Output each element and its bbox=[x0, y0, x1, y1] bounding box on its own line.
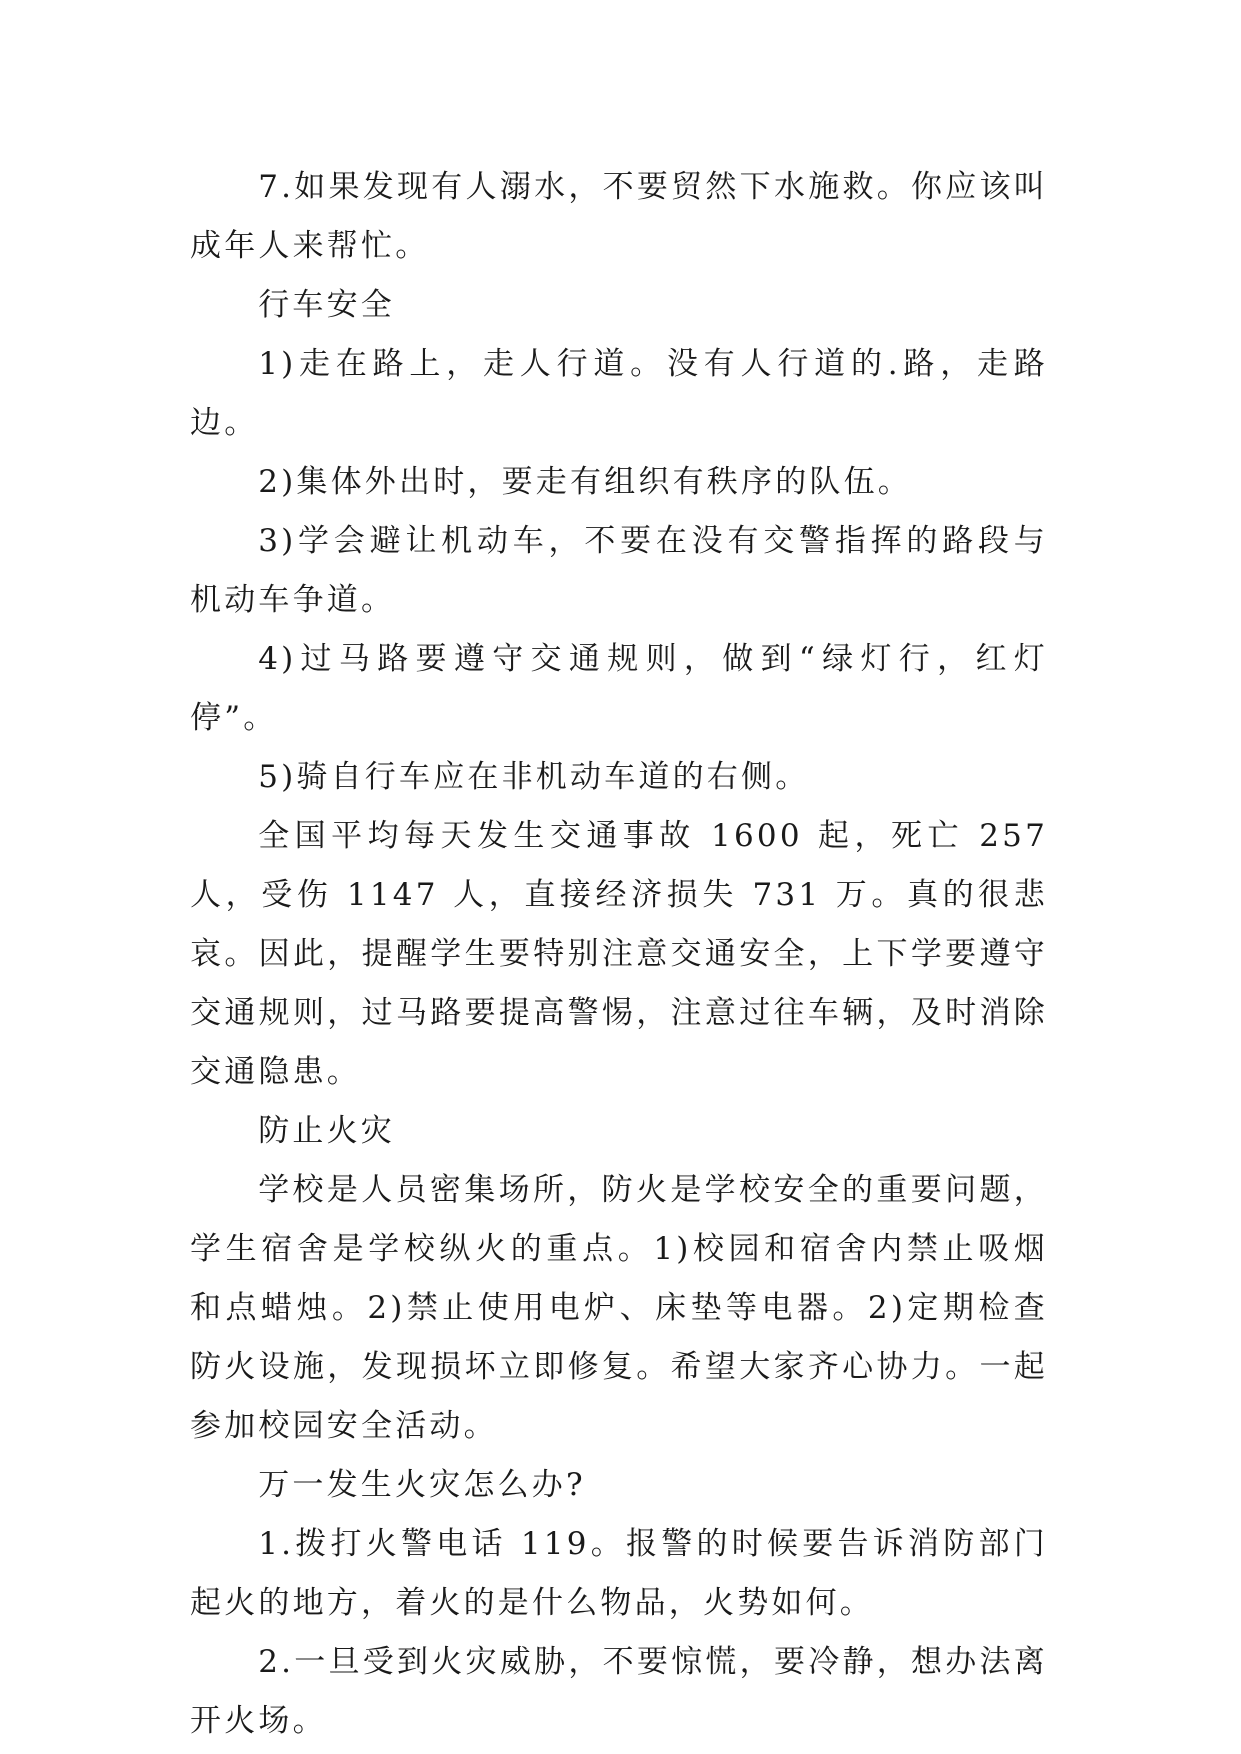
paragraph-fire-step-1: 1.拨打火警电话 119。报警的时候要告诉消防部门起火的地方，着火的是什么物品，火势如何。 bbox=[190, 1526, 1048, 1621]
paragraph-traffic-rule-2: 2)集体外出时，要走有组织有秩序的队伍。 bbox=[258, 464, 913, 500]
document-body bbox=[190, 158, 1048, 1751]
paragraph-traffic-rule-3: 3)学会避让机动车，不要在没有交警指挥的路段与机动车争道。 bbox=[190, 523, 1048, 618]
heading-fire-prevention: 防止火灾 bbox=[258, 1113, 395, 1149]
paragraph-traffic-rule-1: 1)走在路上，走人行道。没有人行道的.路，走路边。 bbox=[190, 346, 1048, 441]
paragraph-traffic-rule-5: 5)骑自行车应在非机动车道的右侧。 bbox=[258, 759, 810, 795]
paragraph-traffic-statistics: 全国平均每天发生交通事故 1600 起，死亡 257 人，受伤 1147 人，直接经济损失 731 万。真的很悲哀。因此，提醒学生要特别注意交通安全，上下学要遵守交通规则，过马路要提高警惕，注意过往车辆，及时消除交通隐患。 bbox=[190, 818, 1048, 1090]
paragraph-traffic-rule-4: 4)过马路要遵守交通规则，做到“绿灯行，红灯停”。 bbox=[190, 641, 1048, 736]
heading-traffic-safety: 行车安全 bbox=[258, 287, 395, 323]
paragraph-fire-prevention: 学校是人员密集场所，防火是学校安全的重要问题，学生宿舍是学校纵火的重点。1)校园和宿舍内禁止吸烟和点蜡烛。2)禁止使用电炉、床垫等电器。2)定期检查防火设施，发现损坏立即修复。希望大家齐心协力。一起参加校园安全活动。 bbox=[190, 1172, 1048, 1444]
paragraph-fire-step-2: 2.一旦受到火灾威胁，不要惊慌，要冷静，想办法离开火场。 bbox=[190, 1644, 1048, 1739]
heading-fire-emergency: 万一发生火灾怎么办? bbox=[258, 1467, 586, 1503]
paragraph-drowning-rescue: 7.如果发现有人溺水，不要贸然下水施救。你应该叫成年人来帮忙。 bbox=[190, 169, 1048, 264]
